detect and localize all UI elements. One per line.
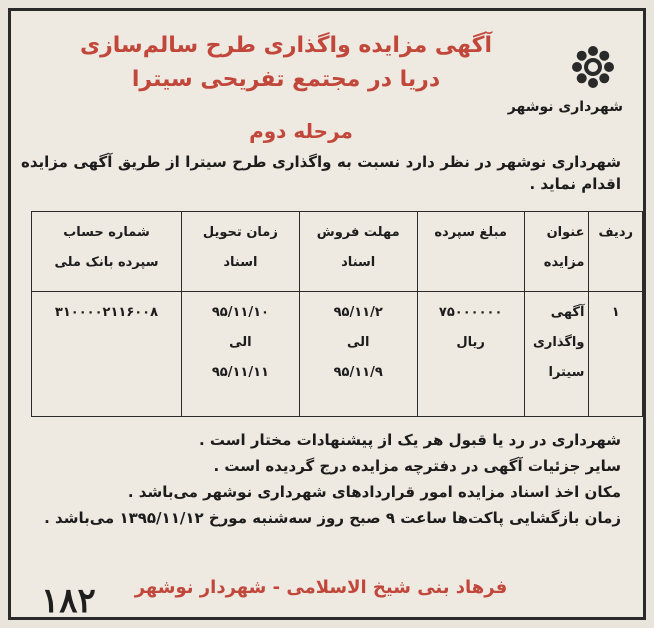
cell-delivery-time: [181, 292, 299, 417]
header-title-line2: مزایده: [543, 255, 585, 270]
cell-deposit: [417, 292, 524, 417]
handwritten-number: ۱۸۲: [41, 581, 96, 621]
cell-sale-deadline-to: ۹۵/۱۱/۹: [333, 365, 383, 380]
stage-label: مرحله دوم: [249, 119, 353, 143]
header-sale-deadline-line1: مهلت فروش: [316, 225, 400, 240]
cell-title-line1: آگهی: [550, 305, 585, 320]
cell-delivery-time-to: ۹۵/۱۱/۱۱: [211, 365, 269, 380]
notice-title-line2: دریا در مجتمع تفریحی سیترا: [131, 67, 441, 92]
cell-delivery-time-until: الی: [229, 335, 252, 350]
header-sale-deadline-line2: اسناد: [341, 255, 376, 270]
notes-list: [11, 427, 621, 531]
intro-text: شهرداری نوشهر در نظر دارد نسبت به واگذاری طرح سیترا از طریق آگهی مزایده اقدام نماید .: [21, 153, 621, 193]
cell-deposit-unit: ریال: [456, 335, 485, 350]
header-account: [32, 212, 182, 292]
note-item: مکان اخذ اسناد مزایده امور قراردادهای شهرداری نوشهر می‌باشد .: [127, 483, 621, 501]
cell-title: [524, 292, 589, 417]
auction-table: [31, 211, 643, 417]
header-account-line1: شماره حساب: [63, 225, 150, 240]
municipality-seal-icon: [569, 43, 617, 91]
table-header-row: [32, 212, 643, 292]
cell-deposit-amount: ۷۵۰۰۰۰۰۰: [438, 305, 503, 320]
cell-sale-deadline-until: الی: [346, 335, 370, 350]
note-item: زمان بازگشایی پاکت‌ها ساعت ۹ صبح روز سه‌شنبه مورخ ۱۳۹۵/۱۱/۱۲ می‌باشد .: [44, 509, 621, 527]
cell-title-line3: سیترا: [548, 365, 585, 380]
header-sale-deadline: [299, 212, 417, 292]
cell-title-line2: واگذاری: [532, 335, 585, 350]
account-number-value: ۳۱۰۰۰۰۲۱۱۶۰۰۸: [54, 305, 159, 320]
notice-title-line1: آگهی مزایده واگذاری طرح سالم‌سازی: [79, 33, 493, 58]
header-title: [524, 212, 589, 292]
table-row: [32, 292, 643, 417]
cell-sale-deadline: [299, 292, 417, 417]
note-item: شهرداری در رد یا قبول هر یک از پیشنهادات مختار است .: [199, 431, 621, 449]
cell-delivery-time-from: ۹۵/۱۱/۱۰: [211, 305, 269, 320]
cell-sale-deadline-from: ۹۵/۱۱/۲: [333, 305, 383, 320]
header-delivery-time: [181, 212, 299, 292]
municipality-name: شهرداری نوشهر: [507, 99, 623, 115]
signature-line: فرهاد بنی شیخ الاسلامی - شهردار نوشهر: [134, 577, 508, 598]
cell-row-number: ۱: [589, 292, 643, 417]
header-title-line1: عنوان: [546, 225, 585, 240]
cell-account-number: [32, 292, 182, 417]
notice-frame: [8, 8, 646, 620]
header-delivery-time-line2: اسناد: [223, 255, 258, 270]
header-row-number: ردیف: [589, 212, 643, 292]
header-deposit: مبلغ سپرده: [417, 212, 524, 292]
header-account-line2: سپرده بانک ملی: [54, 255, 159, 270]
header-delivery-time-line1: زمان تحویل: [202, 225, 278, 240]
note-item: سایر جزئیات آگهی در دفترچه مزایده درج گردیده است .: [213, 457, 621, 475]
